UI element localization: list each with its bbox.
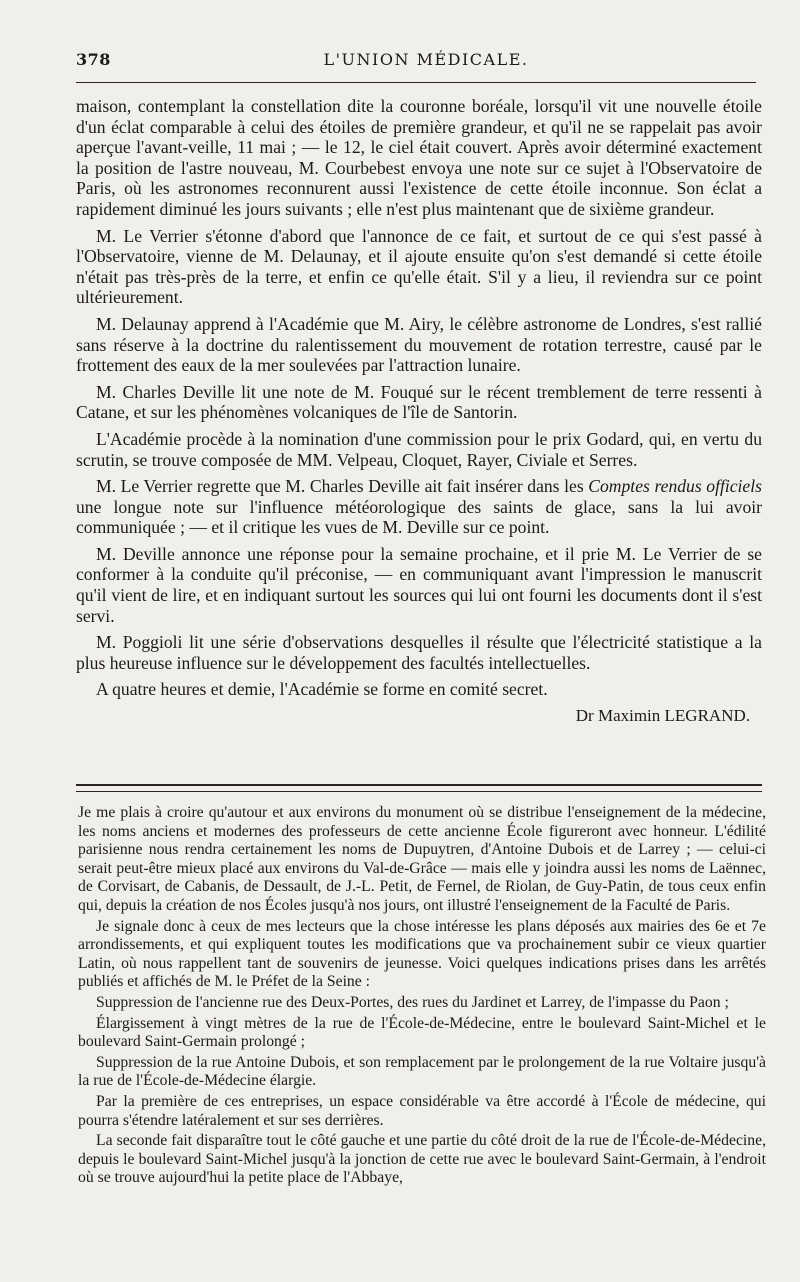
main-article (76, 96, 762, 727)
feuilleton-divider (76, 784, 762, 792)
paragraph-text: M. Le Verrier regrette que M. Charles Deville ait fait insérer dans les (96, 476, 589, 497)
feuilleton-paragraph: Par la première de ces entreprises, un espace considérable va être accordé à l'École de médecine, qui pourra s'étendre latéralement et sur ses derrières. (78, 1092, 766, 1129)
paragraph: L'Académie procède à la nomination d'une commission pour le prix Godard, qui, en vertu du scrutin, se trouve composée de MM. Velpeau, Cloquet, Rayer, Civiale et Serres. (76, 428, 762, 470)
paragraph: M. Deville annonce une réponse pour la semaine prochaine, et il prie M. Le Verrier de se conformer à la conduite qu'il préconise, — en communiquant avant l'impression le manuscrit qu'il vient de lire, et en indiquant surtout les sources qui lui ont fourni les documents dont il s'est servi. (76, 543, 762, 626)
feuilleton-paragraph: Suppression de l'ancienne rue des Deux-Portes, des rues du Jardinet et Larrey, de l'impasse du Paon ; (96, 993, 729, 1011)
feuilleton-paragraph: Je signale donc à ceux de mes lecteurs que la chose intéresse les plans déposés aux mairies des 6e et 7e arrondissements, et qui expliquent toutes les modifications que va prochainement subir ce vieux quartier Latin, où nous rappellent tant de souvenirs de jeunesse. Voici quelques indications prises dans les arrêtés publiés et affichés de M. le Préfet de la Seine : (78, 917, 766, 991)
feuilleton-paragraph: La seconde fait disparaître tout le côté gauche et une partie du côté droit de la rue de l'École-de-Médecine, depuis le boulevard Saint-Michel jusqu'à la jonction de cette rue avec le boulevard Saint-Germain, à l'endroit où se trouve aujourd'hui la petite place de l'Abbaye, (78, 1132, 766, 1187)
paragraph: M. Poggioli lit une série d'observations desquelles il résulte que l'électricité statistique a la plus heureuse influence sur le développement des facultés intellectuelles. (76, 632, 762, 673)
paragraph: M. Le Verrier s'étonne d'abord que l'annonce de ce fait, et surtout de ce qui s'est passé à l'Observatoire, vienne de M. Delaunay, et il ajoute ensuite qu'on s'est demandé si cette étoile n'était pas très-près de la terre, et enfin ce qu'elle était. S'il y a lieu, il reviendra sur ce point ultérieurement. (76, 225, 762, 308)
italic-title: Comptes rendus officiels (588, 476, 762, 497)
feuilleton-paragraph: Suppression de la rue Antoine Dubois, et son remplacement par le prolongement de la rue Voltaire jusqu'à la rue de l'École-de-Médecine élargie. (78, 1053, 766, 1090)
feuilleton-section (78, 804, 766, 1190)
feuilleton-paragraph: Élargissement à vingt mètres de la rue de l'École-de-Médecine, entre le boulevard Saint-Michel et le boulevard Saint-Germain prolongé ; (78, 1014, 766, 1051)
paragraph: M. Charles Deville lit une note de M. Fouqué sur le récent tremblement de terre ressenti à Catane, et sur les phénomènes volcaniques de l'île de Santorin. (76, 381, 762, 423)
paragraph: A quatre heures et demie, l'Académie se forme en comité secret. (96, 679, 548, 700)
author-signature: Dr Maximin LEGRAND. (575, 706, 750, 726)
feuilleton-paragraph: Je me plais à croire qu'autour et aux environs du monument où se distribue l'enseignement de la médecine, les noms anciens et modernes des professeurs de cette ancienne École figureront avec honneur. L'édilité parisienne nous rendra certainement les noms de Dupuytren, d'Antoine Dubois et de Larrey ; — celui-ci serait peut-être mieux placé aux environs du Val-de-Grâce — mais elle y joindra aussi les noms de Laënnec, de Corvisart, de Cabanis, de Dessault, de J.-L. Petit, de Fernel, de Riolan, de Guy-Patin, de tous ceux enfin qui, depuis la création de nos Écoles jusqu'à nos jours, ont illustré l'enseignement de la Faculté de Paris. (78, 804, 766, 914)
running-title: L'UNION MÉDICALE. (323, 50, 529, 69)
header-rule (76, 82, 756, 83)
paragraph: M. Delaunay apprend à l'Académie que M. Airy, le célèbre astronome de Londres, s'est rallié sans réserve à la doctrine du ralentissement du mouvement de rotation terrestre, causé par le frottement des eaux de la mer soulevées par l'attraction lunaire. (76, 313, 762, 376)
page-number: 378 (76, 50, 111, 69)
paragraph-text: une longue note sur l'influence météorologique des saints de glace, sans la lui avoir communiquée ; — et il critique les vues de M. Deville sur ce point. (76, 496, 762, 538)
paragraph: maison, contemplant la constellation dite la couronne boréale, lorsqu'il vit une nouvelle étoile d'un éclat comparable à celui des étoiles de première grandeur, et qu'il ne se rappelait pas avoir aperçue l'avant-veille, 11 mai ; — le 12, le ciel était couvert. Après avoir déterminé exactement la position de l'astre nouveau, M. Courbebest envoya une note sur ce sujet à l'Observatoire de Paris, où les astronomes reconnurent aussi l'existence de cette étoile inconnue. Son éclat a rapidement diminué les jours suivants ; elle n'est plus maintenant que de sixième grandeur. (76, 96, 762, 219)
paragraph (76, 476, 762, 538)
page-header (76, 50, 756, 72)
